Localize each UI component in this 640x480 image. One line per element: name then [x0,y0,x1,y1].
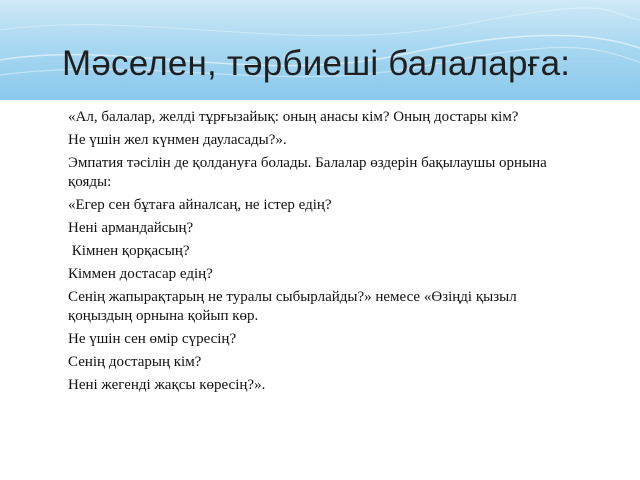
paragraph: Эмпатия тәсілін де қолдануға болады. Балалар өздерін бақылаушы орнына қояды: [68,155,547,190]
paragraph: Сенің достарың кім? [68,354,202,370]
paragraph: Нені жегенді жақсы көресің?». [68,377,266,393]
paragraph: Нені армандайсың? [68,220,194,236]
paragraph: «Ал, балалар, желді тұрғызайық: оның анасы кім? Оның достары кім? [68,109,519,125]
slide-title: Мәселен, тәрбиеші балаларға: [62,44,571,83]
paragraph: Не үшін жел күнмен дауласады?». [68,132,287,148]
paragraph: «Егер сен бұтаға айналсаң, не істер едің? [68,197,332,213]
paragraph: Кімнен қорқасың? [68,243,190,259]
paragraph: Сенің жапырақтарың не туралы сыбырлайды?» немесе «Өзіңді қызыл қоңыздың орнына қойып көр. [68,289,517,324]
slide-header-band [0,0,640,100]
paragraph: Кіммен достасар едің? [68,266,213,282]
slide-body [68,108,568,399]
paragraph: Не үшін сен өмір сүресің? [68,331,237,347]
